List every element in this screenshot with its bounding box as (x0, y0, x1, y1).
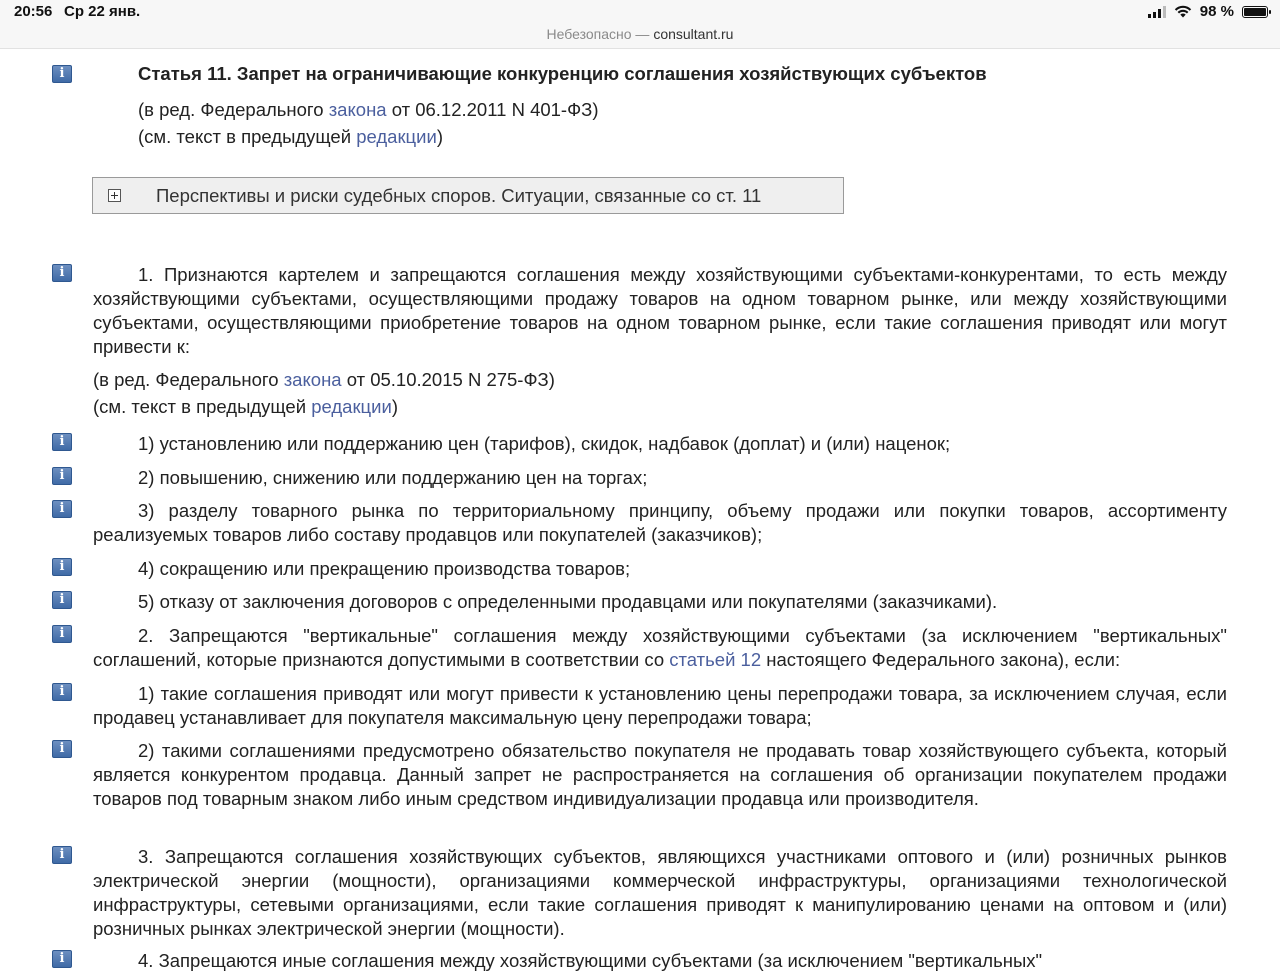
article-title: Статья 11. Запрет на ограничивающие конкуренцию соглашения хозяйствующих субъектов (138, 63, 987, 84)
site-domain: consultant.ru (653, 26, 734, 42)
status-time: 20:56 (14, 3, 53, 20)
battery-percent: 98 % (1199, 3, 1234, 20)
expandable-section-label: Перспективы и риски судебных споров. Ситуации, связанные со ст. 11 (156, 185, 762, 206)
info-icon[interactable]: i (52, 558, 72, 576)
article-previous-edition-note: (см. текст в предыдущей редакции) (138, 126, 443, 147)
expandable-section[interactable] (92, 177, 844, 214)
paragraph-1-item-5: 5) отказу от заключения договоров с определенными продавцами или покупателями (заказчиками). (138, 591, 998, 612)
battery-icon (1242, 6, 1268, 18)
paragraph-1-edition-note: (в ред. Федерального закона от 05.10.2015 N 275-ФЗ) (93, 369, 555, 390)
paragraph-1-item-2: 2) повышению, снижению или поддержанию цен на торгах; (138, 467, 648, 488)
edition-link[interactable]: редакции (311, 396, 392, 417)
address-bar[interactable] (0, 24, 1280, 49)
paragraph-3: 3. Запрещаются соглашения хозяйствующих субъектов, являющихся участниками оптового и (или) розничных рынков электрической энергии (мощности), организациями коммерческой инфраструктуры, организациями технологической инфраструктуры, сетевыми организациями, если такие соглашения приводят к манипулированию ценами на оптовом и (или) розничных рынках электрической энергии (мощности). (93, 846, 1227, 939)
info-icon[interactable]: i (52, 625, 72, 643)
edition-link[interactable]: редакции (356, 126, 437, 147)
info-icon[interactable]: i (52, 846, 72, 864)
info-icon[interactable]: i (52, 740, 72, 758)
info-icon[interactable]: i (52, 467, 72, 485)
plus-icon[interactable] (108, 189, 121, 202)
status-indicators (1148, 3, 1268, 20)
paragraph-1-item-1: 1) установлению или поддержанию цен (тарифов), скидок, надбавок (доплат) и (или) наценок; (138, 433, 951, 454)
info-icon[interactable]: i (52, 433, 72, 451)
paragraph-1: 1. Признаются картелем и запрещаются соглашения между хозяйствующими субъектами-конкурентами, то есть между хозяйствующими субъектами, осуществляющими продажу товаров на одном товарном рынке, или между хозяйствующими субъектами, осуществляющими приобретение товаров на одном товарном рынке, если такие соглашения приводят или могут привести к: (93, 264, 1227, 357)
law-link[interactable]: закона (328, 99, 387, 120)
law-link[interactable]: закона (283, 369, 342, 390)
paragraph-1-previous-edition-note: (см. текст в предыдущей редакции) (93, 396, 398, 417)
paragraph-4: 4. Запрещаются иные соглашения между хозяйствующими субъектами (за исключением "вертикальных" (138, 950, 1043, 971)
paragraph-2-item-1: 1) такие соглашения приводят или могут привести к установлению цены перепродажи товара, за исключением случая, если продавец устанавливает для покупателя максимальную цену перепродажи товара; (93, 683, 1227, 728)
status-date: Ср 22 янв. (64, 3, 141, 20)
wifi-icon (1174, 5, 1192, 18)
paragraph-1-item-3: 3) разделу товарного рынка по территориальному принципу, объему продажи или покупки товаров, ассортименту реализуемых товаров либо составу продавцов или покупателей (заказчиков); (93, 500, 1227, 545)
info-icon[interactable]: i (52, 500, 72, 518)
paragraph-1-item-4: 4) сокращению или прекращению производства товаров; (138, 558, 631, 579)
article-edition-note: (в ред. Федерального закона от 06.12.2011 N 401-ФЗ) (138, 99, 599, 120)
cellular-signal-icon (1148, 6, 1166, 18)
security-warning: Небезопасно — (546, 26, 654, 42)
info-icon[interactable]: i (52, 950, 72, 968)
document-content (0, 49, 1280, 971)
article-12-link[interactable]: статьей 12 (669, 649, 762, 670)
status-bar (0, 0, 1280, 24)
info-icon[interactable]: i (52, 591, 72, 609)
paragraph-2-item-2: 2) такими соглашениями предусмотрено обязательство покупателя не продавать товар хозяйствующего субъекта, который является конкурентом продавца. Данный запрет не распространяется на соглашения об организации покупателем продажи товаров под товарным знаком либо иным средством индивидуализации продавца или производителя. (93, 740, 1227, 809)
info-icon[interactable]: i (52, 683, 72, 701)
info-icon[interactable]: i (52, 65, 72, 83)
info-icon[interactable]: i (52, 264, 72, 282)
paragraph-2: 2. Запрещаются "вертикальные" соглашения между хозяйствующими субъектами (за исключением "вертикальных" соглашений, которые признаются допустимыми в соответствии со статьей 12 настоящего Федерального закона), если: (93, 625, 1227, 670)
